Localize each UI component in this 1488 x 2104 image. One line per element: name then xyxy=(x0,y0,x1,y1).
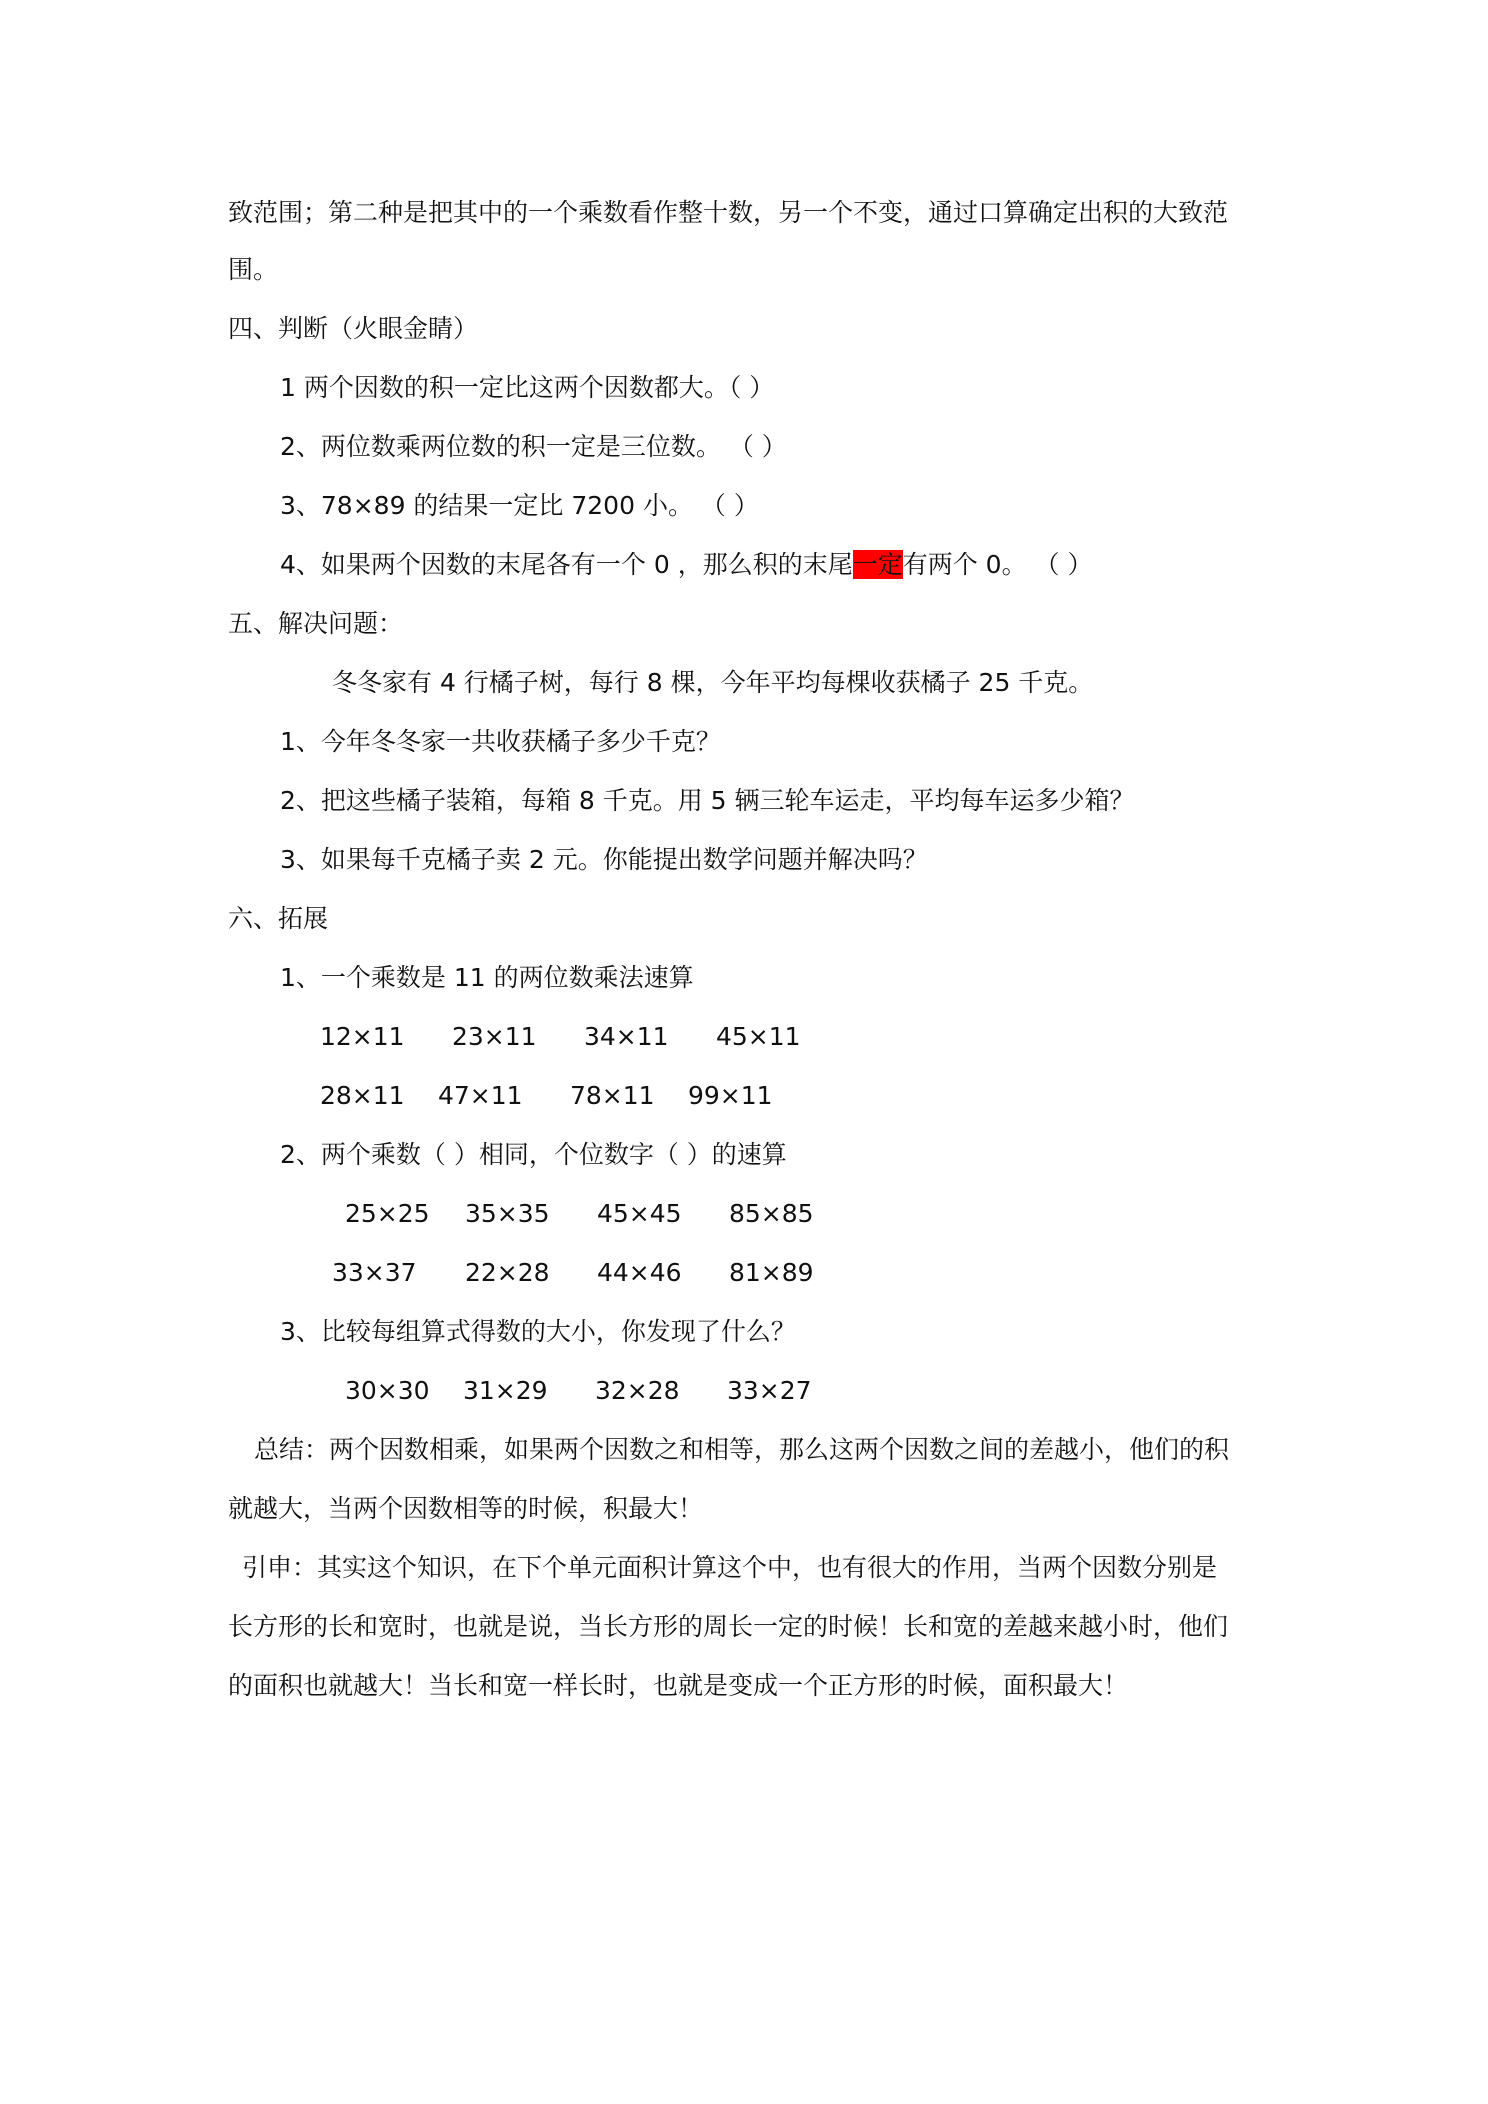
section-5-heading: 五、解决问题： xyxy=(228,609,404,638)
extension-note-line-3: 的面积也就越大！当长和宽一样长时，也就是变成一个正方形的时候，面积最大！ xyxy=(228,1671,1129,1700)
calc-item: 33×27 xyxy=(727,1376,812,1405)
calc-item: 22×28 xyxy=(465,1258,550,1287)
highlighted-word: 一定 xyxy=(852,550,903,579)
calc-item: 44×46 xyxy=(597,1258,682,1287)
calc-item: 81×89 xyxy=(729,1258,814,1287)
calc-row xyxy=(332,1256,814,1290)
problem-question-2: 2、把这些橘子装箱，每箱 8 千克。用 5 辆三轮车运走，平均每车运多少箱？ xyxy=(280,786,1135,815)
calc-item: 45×11 xyxy=(716,1022,801,1051)
calc-item: 85×85 xyxy=(729,1199,814,1228)
calc-item: 45×45 xyxy=(597,1199,682,1228)
extension-part-2-title: 2、两个乘数（ ）相同，个位数字（ ）的速算 xyxy=(280,1140,787,1169)
judge-question-1: 1 两个因数的积一定比这两个因数都大。（ ） xyxy=(280,373,775,402)
extension-part-3-title: 3、比较每组算式得数的大小，你发现了什么？ xyxy=(280,1317,796,1346)
calc-item: 99×11 xyxy=(688,1081,773,1110)
calc-row xyxy=(320,1079,773,1113)
intro-line-2: 围。 xyxy=(228,255,279,284)
calc-item: 32×28 xyxy=(595,1376,680,1405)
calc-item: 25×25 xyxy=(345,1199,430,1228)
calc-item: 33×37 xyxy=(332,1258,417,1287)
calc-item: 47×11 xyxy=(438,1081,523,1110)
calc-item: 31×29 xyxy=(463,1376,548,1405)
intro-line-1: 致范围；第二种是把其中的一个乘数看作整十数，另一个不变，通过口算确定出积的大致范 xyxy=(228,198,1229,227)
problem-context: 冬冬家有 4 行橘子树，每行 8 棵，今年平均每棵收获橘子 25 千克。 xyxy=(332,668,1094,697)
judge-question-4 xyxy=(280,548,1092,582)
calc-item: 28×11 xyxy=(320,1081,405,1110)
summary-line-1: 总结：两个因数相乘，如果两个因数之和相等，那么这两个因数之间的差越小，他们的积 xyxy=(254,1435,1230,1464)
calc-item: 35×35 xyxy=(465,1199,550,1228)
judge-question-4-text-before: 4、如果两个因数的末尾各有一个 0 ，那么积的末尾 xyxy=(280,550,853,579)
extension-note-line-1: 引申：其实这个知识，在下个单元面积计算这个中，也有很大的作用，当两个因数分别是 xyxy=(242,1553,1218,1582)
extension-part-1-title: 1、一个乘数是 11 的两位数乘法速算 xyxy=(280,963,694,992)
judge-question-3: 3、78×89 的结果一定比 7200 小。 （ ） xyxy=(280,491,759,520)
calc-row xyxy=(320,1020,801,1054)
extension-note-line-2: 长方形的长和宽时，也就是说，当长方形的周长一定的时候！长和宽的差越来越小时，他们 xyxy=(228,1612,1229,1641)
calc-row xyxy=(345,1197,814,1231)
calc-item: 12×11 xyxy=(320,1022,405,1051)
summary-line-2: 就越大，当两个因数相等的时候，积最大！ xyxy=(228,1494,704,1523)
judge-question-2: 2、两位数乘两位数的积一定是三位数。 （ ） xyxy=(280,432,787,461)
judge-question-4-text-after: 有两个 0。 （ ） xyxy=(902,550,1093,579)
section-6-heading: 六、拓展 xyxy=(228,904,329,933)
calc-item: 34×11 xyxy=(584,1022,669,1051)
section-4-heading: 四、判断（火眼金睛） xyxy=(228,314,479,343)
calc-item: 23×11 xyxy=(452,1022,537,1051)
calc-item: 78×11 xyxy=(570,1081,655,1110)
calc-item: 30×30 xyxy=(345,1376,430,1405)
problem-question-3: 3、如果每千克橘子卖 2 元。你能提出数学问题并解决吗？ xyxy=(280,845,928,874)
calc-row xyxy=(345,1374,812,1408)
problem-question-1: 1、今年冬冬家一共收获橘子多少千克？ xyxy=(280,727,721,756)
